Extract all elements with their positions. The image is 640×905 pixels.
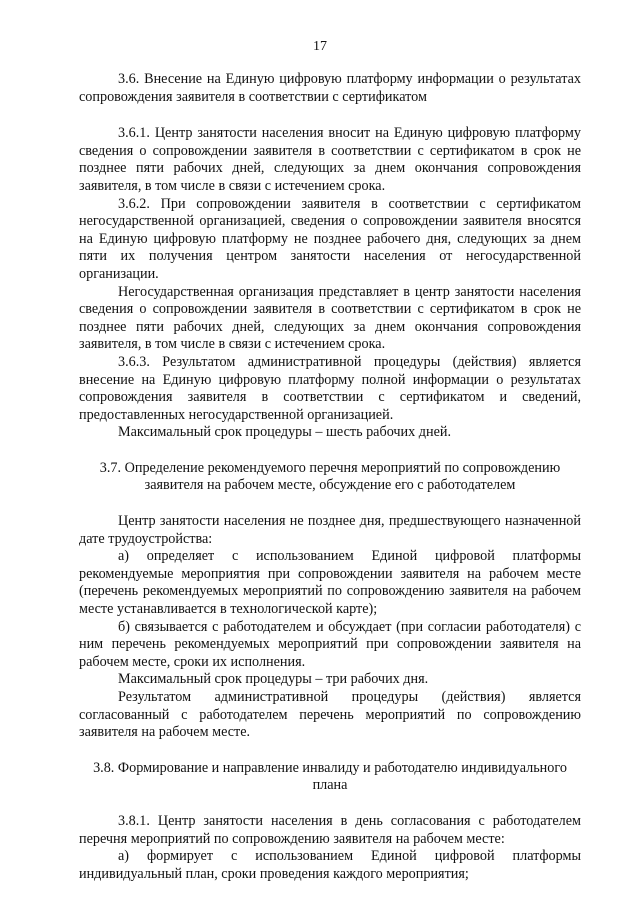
paragraph-3-6-1: 3.6.1. Центр занятости населения вносит на Единую цифровую платформу сведения о сопровождении заявителя в соответствии с сертификатом в срок не позднее пяти рабочих дней, следующих за днем окончания сопровождения заявителя, в том числе в связи с истечением срока.	[79, 125, 581, 194]
page-number: 17	[313, 39, 327, 54]
section-3-8-heading: 3.8. Формирование и направление инвалиду и работодателю индивидуального плана	[93, 759, 567, 794]
paragraph-3-6-3: 3.6.3. Результатом административной процедуры (действия) является внесение на Единую цифровую платформу полной информации о результатах сопровождения заявителя в соответствии с сертификатом и сведений, предоставленных негосударственной организацией.	[79, 353, 581, 423]
list-item-3-7-b: б) связывается с работодателем и обсуждает (при согласии работодателя) с ним перечень рекомендуемых мероприятий при сопровождении заявителя на рабочем месте, сроки их исполнения.	[79, 618, 581, 670]
paragraph-3-6-2: 3.6.2. При сопровождении заявителя в соответствии с сертификатом негосударственной организацией, сведения о сопровождении заявителя вносятся на Единую цифровую платформу не позднее рабочего дня, следующих за днем пяти их получения центром занятости населения от негосударственной организации.	[79, 195, 581, 282]
list-item-3-7-a: а) определяет с использованием Единой цифровой платформы рекомендуемые мероприятия при сопровождении заявителя на рабочем месте (перечень рекомендуемых мероприятий по сопровождению заявителя на рабочем месте устанавливается в технологической карте);	[79, 548, 581, 618]
paragraph-3-8-1: 3.8.1. Центр занятости населения в день согласования с работодателем перечня мероприятий по сопровождению заявителя на рабочем месте:	[79, 812, 581, 847]
paragraph-nonstate-org: Негосударственная организация представляет в центр занятости населения сведения о сопровождении заявителя в соответствии с сертификатом в срок не позднее пяти рабочих дней, следующих за днем окончания сопровождения заявителя, в том числе в связи с истечением срока.	[79, 283, 581, 353]
section-3-6-heading: 3.6. Внесение на Единую цифровую платформу информации о результатах сопровождения заявителя в соответствии с сертификатом	[79, 71, 581, 105]
max-term-3-6: Максимальный срок процедуры – шесть рабочих дней.	[118, 424, 452, 441]
document-body	[79, 71, 581, 883]
paragraph-3-7-result: Результатом административной процедуры (действия) является согласованный с работодателем перечень мероприятий по сопровождению заявителя на рабочем месте.	[79, 689, 581, 741]
section-3-7-heading: 3.7. Определение рекомендуемого перечня мероприятий по сопровождению заявителя на рабочем месте, обсуждение его с работодателем	[99, 459, 561, 494]
max-term-3-7: Максимальный срок процедуры – три рабочих дня.	[118, 671, 429, 688]
list-item-3-8-a: а) формирует с использованием Единой цифровой платформы индивидуальный план, сроки проведения каждого мероприятия;	[79, 848, 581, 882]
paragraph-3-7-intro: Центр занятости населения не позднее дня, предшествующего назначенной дате трудоустройства:	[79, 513, 581, 547]
